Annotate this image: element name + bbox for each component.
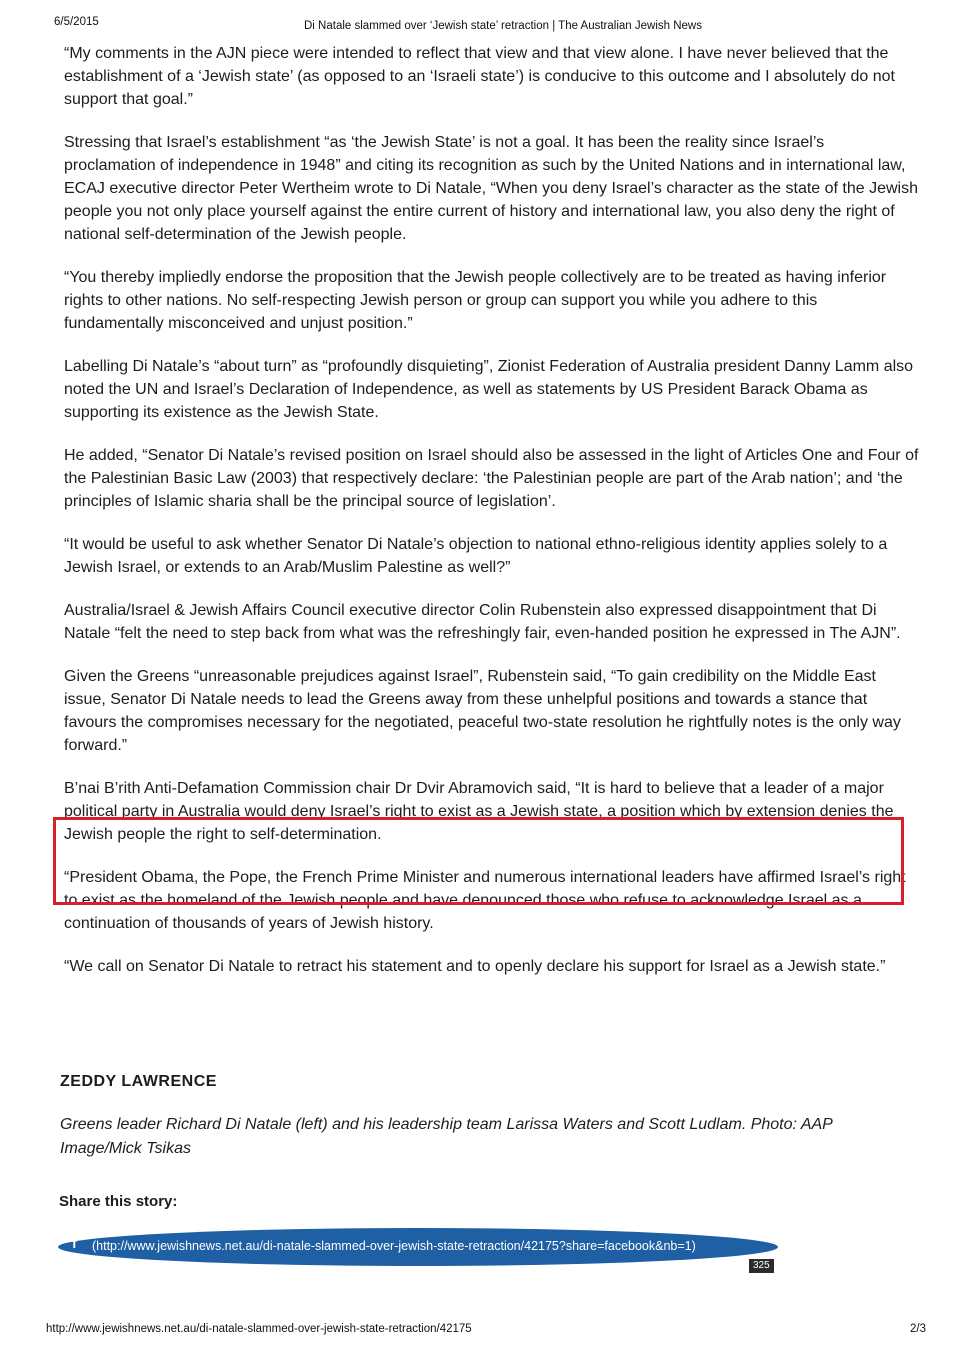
facebook-share-url: (http://www.jewishnews.net.au/di-natale-slammed-over-jewish-state-retraction/42175?share=facebook&nb=1) <box>92 1239 696 1253</box>
article-paragraph: “You thereby impliedly endorse the proposition that the Jewish people collectively are to be treated as having inferior rights to other nations. No self-respecting Jewish person or group can support you while you adhere to this fundamentally misconceived and unjust position.” <box>64 269 887 332</box>
article-paragraph: He added, “Senator Di Natale’s revised position on Israel should also be assessed in the light of Articles One and Four of the Palestinian Basic Law (2003) that respectively declare: ‘the Palestinian people are part of the Arab nation’; and ‘the principles of Islamic sharia shall be the principal source of legislation’. <box>64 447 919 510</box>
article-paragraph: “My comments in the AJN piece were intended to reflect that view and that view alone. I have never believed that the establishment of a ‘Jewish state’ (as opposed to an ‘Israeli state’) is conducive to this outcome and I absolutely do not support that goal.” <box>64 45 895 108</box>
article-paragraph: Australia/Israel & Jewish Affairs Council executive director Colin Rubenstein also expressed disappointment that Di Natale “felt the need to step back from what was the refreshingly fair, even-handed position he expressed in The AJN”. <box>64 602 901 642</box>
photo-caption: Greens leader Richard Di Natale (left) and his leadership team Larissa Waters and Scott Ludlam. Photo: AAP Image/Mick Tsikas <box>60 1116 833 1157</box>
article-paragraph: Stressing that Israel’s establishment “as ‘the Jewish State’ is not a goal. It has been the reality since Israel’s proclamation of independence in 1948” and citing its recognition as such by the United Nations and in international law, ECAJ executive director Peter Wertheim wrote to Di Natale, “When you deny Israel’s character as the state of the Jewish people you not only place yourself against the entire current of history and international law, you also deny the right of national self-determination of the Jewish people. <box>64 134 919 243</box>
article-paragraph: Given the Greens “unreasonable prejudices against Israel”, Rubenstein said, “To gain credibility on the Middle East issue, Senator Di Natale needs to lead the Greens away from these unhelpful positions and towards a stance that favours the compromises necessary for the negotiated, peaceful two-state resolution he rightfully notes is the only way forward.” <box>64 668 901 754</box>
share-label: Share this story: <box>59 1193 178 1210</box>
page-number: 2/3 <box>910 1323 926 1335</box>
article-paragraph: “President Obama, the Pope, the French Prime Minister and numerous international leaders have affirmed Israel’s right to exist as the homeland of the Jewish people and have denounced those who refuse to acknowledge Israel as a continuation of thousands of years of Jewish history. <box>64 869 906 932</box>
print-footer <box>46 1323 926 1339</box>
highlighted-quote-paragraph: B’nai B’rith Anti-Defamation Commission chair Dr Dvir Abramovich said, “It is hard to believe that a leader of a major political party in Australia would deny Israel’s right to exist as a Jewish state, a position which by extension denies the Jewish people the right to self-determination. <box>64 780 894 843</box>
facebook-icon: f <box>72 1235 77 1251</box>
share-count-badge: 325 <box>749 1259 774 1273</box>
print-page-title: Di Natale slammed over ‘Jewish state’ retraction | The Australian Jewish News <box>304 20 702 32</box>
print-header <box>54 16 934 34</box>
print-date: 6/5/2015 <box>54 16 99 28</box>
facebook-share-button[interactable] <box>58 1228 778 1266</box>
author-byline: ZEDDY LAWRENCE <box>60 1073 217 1090</box>
red-highlight-box <box>53 817 904 905</box>
article-paragraph: “We call on Senator Di Natale to retract his statement and to openly declare his support for Israel as a Jewish state.” <box>64 958 886 975</box>
article-paragraph: Labelling Di Natale’s “about turn” as “profoundly disquieting”, Zionist Federation of Australia president Danny Lamm also noted the UN and Israel’s Declaration of Independence, as well as statements by US President Barack Obama as supporting its existence as the Jewish State. <box>64 358 914 421</box>
article-paragraph: “It would be useful to ask whether Senator Di Natale’s objection to national ethno-religious identity applies solely to a Jewish Israel, or extends to an Arab/Muslim Palestine as well?” <box>64 536 888 576</box>
footer-url: http://www.jewishnews.net.au/di-natale-slammed-over-jewish-state-retraction/42175 <box>46 1323 472 1335</box>
